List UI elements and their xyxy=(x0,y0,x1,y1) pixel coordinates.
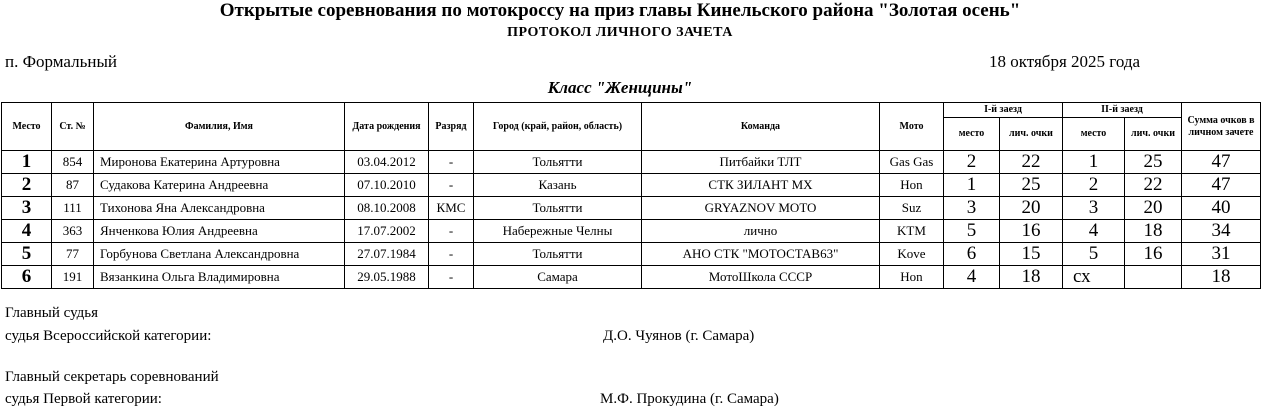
cell-race1-points: 22 xyxy=(1000,151,1063,174)
cell-city: Тольятти xyxy=(474,197,642,220)
cell-city: Самара xyxy=(474,266,642,289)
chief-secretary-category: судья Первой категории: xyxy=(5,391,162,407)
cell-race1-points: 25 xyxy=(1000,174,1063,197)
cell-number: 77 xyxy=(52,243,94,266)
table-row xyxy=(2,174,1261,197)
cell-race1-place: 3 xyxy=(944,197,1000,220)
col-header-name: Фамилия, Имя xyxy=(94,103,345,151)
cell-race2-points xyxy=(1125,266,1182,289)
cell-number: 854 xyxy=(52,151,94,174)
cell-place: 3 xyxy=(2,197,52,220)
col-header-race2: II-й заезд xyxy=(1063,103,1182,118)
cell-total: 34 xyxy=(1182,220,1261,243)
cell-race1-points: 20 xyxy=(1000,197,1063,220)
table-row xyxy=(2,220,1261,243)
cell-team: лично xyxy=(642,220,880,243)
col-header-race1-place: место xyxy=(944,118,1000,151)
chief-secretary-name: М.Ф. Прокудина (г. Самара) xyxy=(600,391,779,407)
col-header-birth: Дата рождения xyxy=(345,103,429,151)
cell-place: 5 xyxy=(2,243,52,266)
document-title: Открытые соревнования по мотокроссу на приз главы Кинельского района "Золотая осень" xyxy=(219,0,1021,21)
cell-rank: - xyxy=(429,174,474,197)
table-row xyxy=(2,197,1261,220)
event-place: п. Формальный xyxy=(5,52,117,71)
cell-race2-place: 2 xyxy=(1063,174,1125,197)
col-header-race1: I-й заезд xyxy=(944,103,1063,118)
cell-name: Янченкова Юлия Андреевна xyxy=(94,220,345,243)
cell-city: Тольятти xyxy=(474,243,642,266)
cell-team: СТК ЗИЛАНТ МХ xyxy=(642,174,880,197)
table-row xyxy=(2,266,1261,289)
cell-city: Казань xyxy=(474,174,642,197)
cell-race2-place: 4 xyxy=(1063,220,1125,243)
cell-rank: - xyxy=(429,243,474,266)
col-header-rank: Разряд xyxy=(429,103,474,151)
cell-moto: Kove xyxy=(880,243,944,266)
cell-birth: 03.04.2012 xyxy=(345,151,429,174)
cell-race1-place: 1 xyxy=(944,174,1000,197)
cell-birth: 27.07.1984 xyxy=(345,243,429,266)
cell-race2-points: 16 xyxy=(1125,243,1182,266)
cell-total: 47 xyxy=(1182,151,1261,174)
cell-number: 191 xyxy=(52,266,94,289)
col-header-race1-points: лич. очки xyxy=(1000,118,1063,151)
cell-number: 87 xyxy=(52,174,94,197)
cell-city: Набережные Челны xyxy=(474,220,642,243)
col-header-race2-points: лич. очки xyxy=(1125,118,1182,151)
cell-race1-points: 16 xyxy=(1000,220,1063,243)
chief-judge-name: Д.О. Чуянов (г. Самара) xyxy=(603,328,755,344)
col-header-moto: Мото xyxy=(880,103,944,151)
col-header-total: Сумма очков в личном зачете xyxy=(1182,103,1261,151)
cell-team: GRYAZNOV MOTO xyxy=(642,197,880,220)
col-header-team: Команда xyxy=(642,103,880,151)
cell-race1-points: 15 xyxy=(1000,243,1063,266)
cell-rank: - xyxy=(429,151,474,174)
event-date: 18 октября 2025 года xyxy=(989,52,1141,71)
cell-race2-points: 18 xyxy=(1125,220,1182,243)
cell-moto: Hon xyxy=(880,266,944,289)
table-row xyxy=(2,243,1261,266)
cell-total: 40 xyxy=(1182,197,1261,220)
cell-name: Судакова Катерина Андреевна xyxy=(94,174,345,197)
chief-judge-title: Главный судья xyxy=(5,305,99,321)
col-header-city: Город (край, район, область) xyxy=(474,103,642,151)
cell-name: Миронова Екатерина Артуровна xyxy=(94,151,345,174)
cell-race1-points: 18 xyxy=(1000,266,1063,289)
cell-birth: 07.10.2010 xyxy=(345,174,429,197)
cell-race2-place: 3 xyxy=(1063,197,1125,220)
cell-race2-place: сх xyxy=(1063,266,1125,289)
cell-total: 47 xyxy=(1182,174,1261,197)
cell-moto: Suz xyxy=(880,197,944,220)
cell-moto: Hon xyxy=(880,174,944,197)
chief-secretary-title: Главный секретарь соревнований xyxy=(5,369,219,385)
cell-race1-place: 5 xyxy=(944,220,1000,243)
cell-place: 2 xyxy=(2,174,52,197)
cell-number: 111 xyxy=(52,197,94,220)
cell-total: 18 xyxy=(1182,266,1261,289)
cell-team: АНО СТК "МОТОСТАВ63" xyxy=(642,243,880,266)
cell-moto: KTM xyxy=(880,220,944,243)
cell-place: 4 xyxy=(2,220,52,243)
cell-rank: - xyxy=(429,266,474,289)
cell-moto: Gas Gas xyxy=(880,151,944,174)
cell-team: Питбайки ТЛТ xyxy=(642,151,880,174)
table-row xyxy=(2,151,1261,174)
document-subtitle: ПРОТОКОЛ ЛИЧНОГО ЗАЧЕТА xyxy=(507,25,733,40)
results-table xyxy=(1,102,1261,289)
class-title: Класс "Женщины" xyxy=(547,78,693,97)
cell-birth: 08.10.2008 xyxy=(345,197,429,220)
cell-place: 1 xyxy=(2,151,52,174)
cell-birth: 17.07.2002 xyxy=(345,220,429,243)
cell-race1-place: 2 xyxy=(944,151,1000,174)
cell-race2-points: 20 xyxy=(1125,197,1182,220)
cell-race2-place: 1 xyxy=(1063,151,1125,174)
cell-name: Тихонова Яна Александровна xyxy=(94,197,345,220)
cell-total: 31 xyxy=(1182,243,1261,266)
cell-race2-points: 25 xyxy=(1125,151,1182,174)
cell-rank: - xyxy=(429,220,474,243)
cell-rank: КМС xyxy=(429,197,474,220)
cell-name: Вязанкина Ольга Владимировна xyxy=(94,266,345,289)
cell-team: МотоШкола СССР xyxy=(642,266,880,289)
cell-number: 363 xyxy=(52,220,94,243)
cell-birth: 29.05.1988 xyxy=(345,266,429,289)
col-header-number: Ст. № xyxy=(52,103,94,151)
cell-race1-place: 6 xyxy=(944,243,1000,266)
cell-race1-place: 4 xyxy=(944,266,1000,289)
chief-judge-category: судья Всероссийской категории: xyxy=(5,328,212,344)
cell-race2-points: 22 xyxy=(1125,174,1182,197)
cell-name: Горбунова Светлана Александровна xyxy=(94,243,345,266)
cell-place: 6 xyxy=(2,266,52,289)
col-header-place: Место xyxy=(2,103,52,151)
cell-race2-place: 5 xyxy=(1063,243,1125,266)
cell-city: Тольятти xyxy=(474,151,642,174)
col-header-race2-place: место xyxy=(1063,118,1125,151)
